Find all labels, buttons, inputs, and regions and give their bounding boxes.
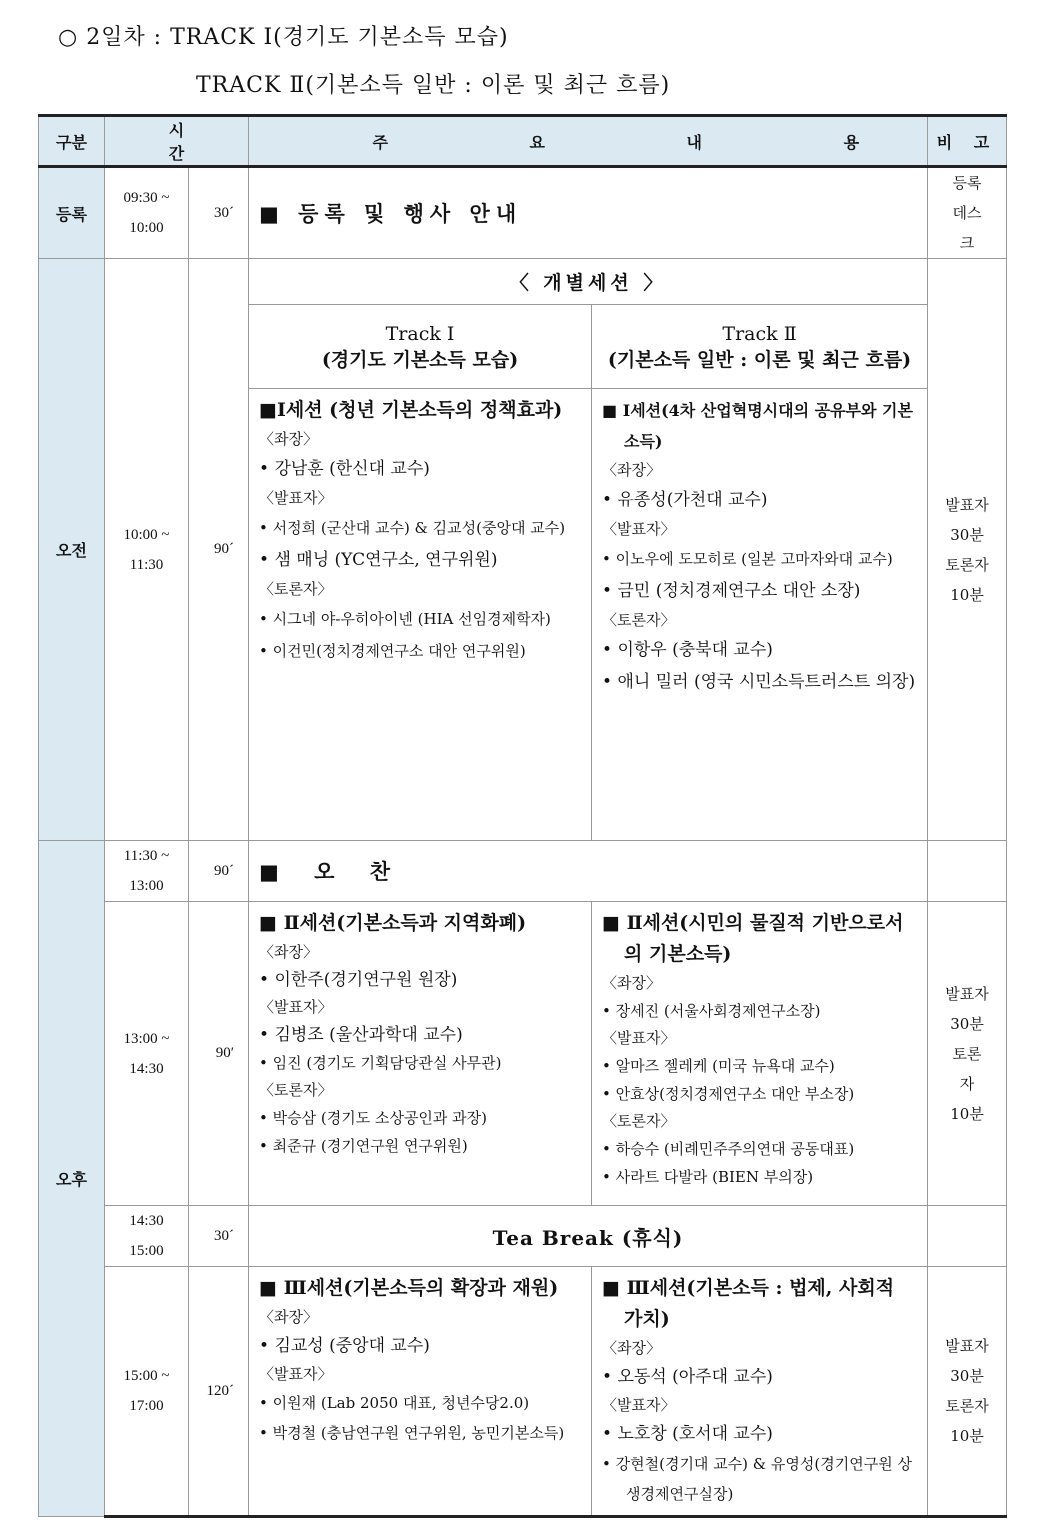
header-content: 주 요 내 용: [249, 116, 928, 167]
duration: 90′: [189, 902, 249, 1206]
role-label: 〈좌장〉: [259, 943, 318, 961]
role-label: 〈발표자〉: [259, 489, 333, 507]
note-line: 발표자: [945, 984, 989, 1003]
note-line: 발표자: [945, 1337, 989, 1355]
list-item: • 애니 밀러 (영국 시민소득트러스트 의장): [602, 672, 916, 692]
note-line: 토론자: [945, 1397, 989, 1415]
duration: 30ˊ: [189, 167, 249, 259]
role-label: 〈발표자〉: [259, 998, 333, 1016]
time-range: [105, 259, 189, 841]
list-item: • 장세진 (서울사회경제연구소장): [602, 1002, 821, 1020]
list-item: • 노호창 (호서대 교수): [602, 1424, 773, 1444]
session3-track2-content: [592, 1267, 928, 1517]
role-label: 〈토론자〉: [602, 1112, 676, 1130]
note-line: 30분: [950, 525, 984, 544]
session-title: ■ Ⅲ세션(기본소득의 확장과 재원): [259, 1277, 559, 1299]
note-empty: [928, 1206, 1007, 1267]
note-line: 10분: [950, 1427, 984, 1445]
list-item: • 안효상(정치경제연구소 대안 부소장): [602, 1085, 855, 1103]
category-morning: 오전: [39, 259, 105, 841]
list-item: • 샘 매닝 (YC연구소, 연구위원): [259, 550, 498, 570]
time-start: 13:00 ~: [123, 1030, 170, 1047]
role-label: 〈발표자〉: [602, 520, 676, 538]
list-item: • 서정희 (군산대 교수) & 김교성(중앙대 교수): [259, 519, 566, 537]
time-end: 15:00: [129, 1243, 164, 1259]
session-title: ■ Ⅰ세션(4차 산업혁명시대의 공유부와 기본소득): [602, 401, 913, 451]
list-item: • 박승삼 (경기도 소상공인과 과장): [259, 1109, 488, 1127]
morning-track2-content: [592, 389, 928, 841]
list-item: • 금민 (정치경제연구소 대안 소장): [602, 581, 861, 601]
note-line: 토론: [952, 1044, 982, 1063]
note-empty: [928, 841, 1007, 902]
time-end: 17:00: [129, 1398, 164, 1414]
time-range: [105, 1206, 189, 1267]
note-morning: [928, 259, 1007, 841]
header-time: 시 간: [105, 116, 249, 167]
role-label: 〈발표자〉: [602, 1396, 676, 1414]
table-row: [39, 841, 1007, 902]
table-header-row: [39, 116, 1007, 167]
lunch-text: ■ 오 찬: [259, 859, 405, 884]
list-item: • 이원재 (Lab 2050 대표, 청년수당2.0): [259, 1394, 530, 1412]
session3-track1-content: [249, 1267, 592, 1517]
list-item: • 강현철(경기대 교수) & 유영성(경기연구원 상생경제연구실장): [602, 1455, 912, 1503]
table-row: [39, 902, 1007, 1206]
role-label: 〈토론자〉: [602, 611, 676, 629]
track1-subtitle: (경기도 기본소득 모습): [321, 348, 519, 371]
note-line: 크: [959, 234, 975, 252]
list-item: • 유종성(가천대 교수): [602, 490, 768, 510]
list-item: • 알마즈 젤레케 (미국 뉴욕대 교수): [602, 1057, 835, 1075]
session2-track1-content: [249, 902, 592, 1206]
note-line: 등록: [952, 174, 982, 192]
time-start: 10:00 ~: [123, 526, 170, 543]
time-range: [105, 841, 189, 902]
time-range: [105, 167, 189, 259]
time-start: 09:30 ~: [123, 190, 170, 206]
list-item: • 사라트 다발라 (BIEN 부의장): [602, 1168, 814, 1186]
role-label: 〈토론자〉: [259, 580, 333, 598]
list-item: • 김병조 (울산과학대 교수): [259, 1025, 463, 1045]
time-range: [105, 902, 189, 1206]
note-session3: [928, 1267, 1007, 1517]
header-category: 구분: [39, 116, 105, 167]
time-range: [105, 1267, 189, 1517]
list-item: • 오동석 (아주대 교수): [602, 1367, 773, 1387]
header-note: 비 고: [928, 116, 1007, 167]
track2-subtitle: (기본소득 일반 : 이론 및 최근 흐름): [607, 348, 912, 371]
role-label: 〈좌장〉: [602, 974, 661, 992]
duration: 90ˊ: [189, 259, 249, 841]
time-start: 15:00 ~: [123, 1368, 170, 1384]
list-item: • 최준규 (경기연구원 연구위원): [259, 1137, 468, 1155]
list-item: • 이항우 (충북대 교수): [602, 640, 773, 660]
note-line: 발표자: [945, 495, 989, 514]
category-afternoon: 오후: [39, 841, 105, 1517]
note-line: 30분: [950, 1367, 984, 1385]
list-item: • 강남훈 (한신대 교수): [259, 459, 430, 479]
list-item: • 이건민(정치경제연구소 대안 연구위원): [259, 642, 526, 660]
role-label: 〈좌장〉: [602, 461, 661, 479]
page-title-line2: TRACK Ⅱ(기본소득 일반 : 이론 및 최근 흐름): [196, 73, 671, 98]
track1-header: [249, 305, 592, 389]
category-registration: 등록: [39, 167, 105, 259]
note-registration: [928, 167, 1007, 259]
registration-text: ■ 등록 및 행사 안내: [259, 201, 523, 226]
list-item: • 이한주(경기연구원 원장): [259, 970, 458, 990]
schedule-table: [38, 114, 1007, 1518]
note-line: 10분: [950, 585, 984, 604]
duration: 120ˊ: [189, 1267, 249, 1517]
note-line: 데스: [952, 204, 982, 222]
note-line: 30분: [950, 1014, 984, 1033]
list-item: • 김교성 (중앙대 교수): [259, 1336, 430, 1356]
table-row: [39, 1267, 1007, 1517]
note-line: 자: [959, 1074, 975, 1093]
list-item: • 임진 (경기도 기획담당관실 사무관): [259, 1054, 502, 1072]
time-start: 14:30: [129, 1213, 164, 1229]
table-row: [39, 1206, 1007, 1267]
role-label: 〈좌장〉: [259, 1308, 318, 1326]
duration: 30ˊ: [189, 1206, 249, 1267]
time-end: 14:30: [129, 1060, 164, 1077]
role-label: 〈발표자〉: [259, 1365, 333, 1383]
session-title: ■ Ⅱ세션(기본소득과 지역화폐): [259, 912, 527, 934]
table-row: [39, 259, 1007, 305]
list-item: • 박경철 (충남연구원 연구위원, 농민기본소득): [259, 1424, 565, 1442]
time-end: 11:30: [129, 556, 164, 573]
table-row: [39, 167, 1007, 259]
time-end: 10:00: [129, 220, 164, 236]
track2-label: Track Ⅱ: [722, 322, 797, 345]
session-title: ■Ⅰ세션 (청년 기본소득의 정책효과): [259, 399, 563, 421]
session-title: ■ Ⅲ세션(기본소득 : 법제, 사회적 가치): [602, 1277, 895, 1330]
list-item: • 이노우에 도모히로 (일본 고마자와대 교수): [602, 550, 893, 568]
session-title: ■ Ⅱ세션(시민의 물질적 기반으로서의 기본소득): [602, 912, 904, 965]
page-title-line1: ○ 2일차 : TRACK Ⅰ(경기도 기본소득 모습): [58, 25, 509, 50]
list-item: • 하승수 (비례민주주의연대 공동대표): [602, 1140, 855, 1158]
tea-break-content: Tea Break (휴식): [249, 1206, 928, 1267]
role-label: 〈발표자〉: [602, 1029, 676, 1047]
role-label: 〈좌장〉: [259, 430, 318, 448]
session2-track2-content: [592, 902, 928, 1206]
note-line: 10분: [950, 1104, 984, 1123]
morning-track1-content: [249, 389, 592, 841]
registration-content: [249, 167, 928, 259]
role-label: 〈토론자〉: [259, 1081, 333, 1099]
track1-label: Track Ⅰ: [385, 322, 455, 345]
list-item: • 시그네 야-우히아이넨 (HIA 선임경제학자): [259, 610, 551, 628]
note-session2: [928, 902, 1007, 1206]
time-end: 13:00: [129, 878, 164, 894]
lunch-content: [249, 841, 928, 902]
time-start: 11:30 ~: [123, 848, 170, 864]
session-header: 〈 개별세션 〉: [249, 259, 928, 305]
duration: 90ˊ: [189, 841, 249, 902]
note-line: 토론자: [945, 555, 989, 574]
role-label: 〈좌장〉: [602, 1339, 661, 1357]
track2-header: [592, 305, 928, 389]
